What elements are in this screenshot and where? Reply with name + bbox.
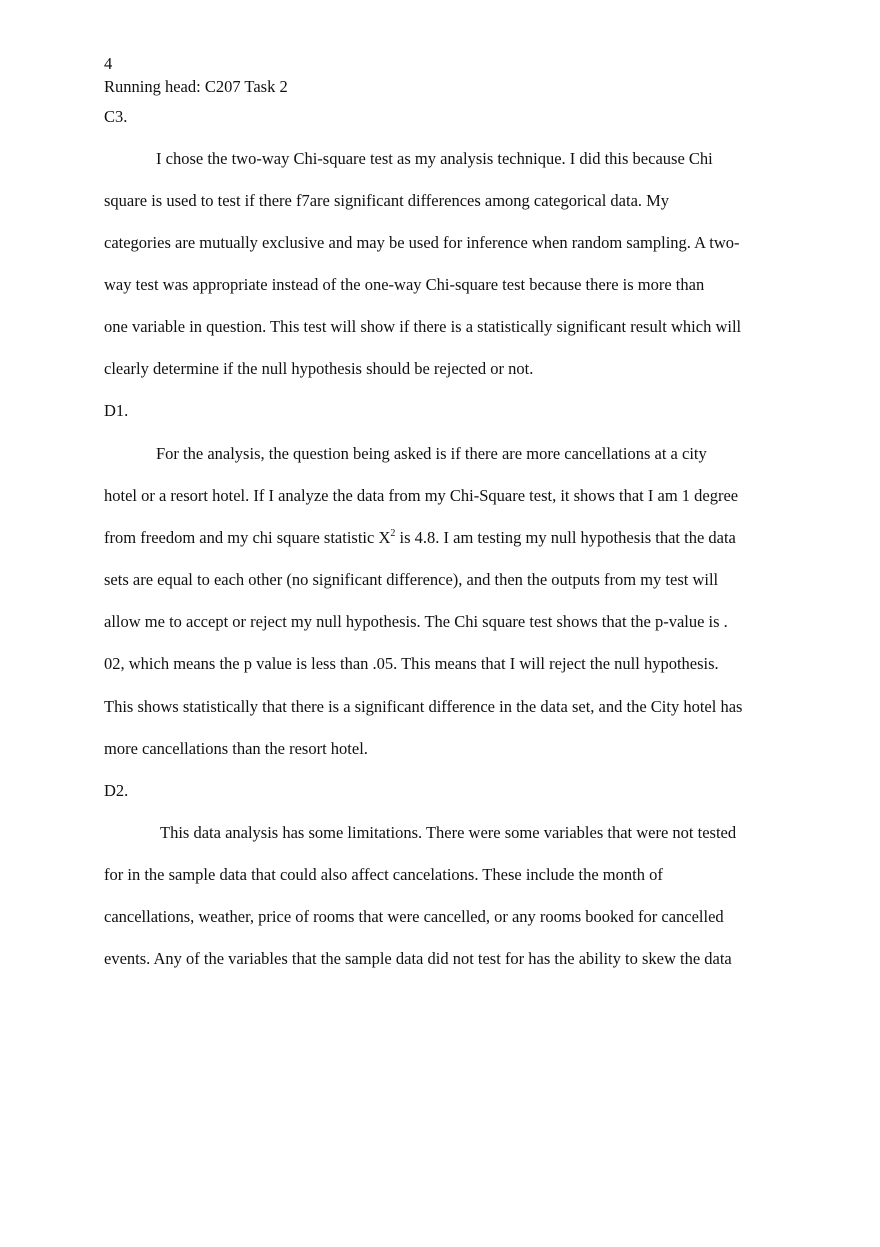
paragraph-line: 02, which means the p value is less than .05. This means that I will reject the null hypothesis. (104, 654, 719, 673)
paragraph-line: events. Any of the variables that the sample data did not test for has the ability to skew the data (104, 949, 732, 968)
page-number: 4 (104, 54, 113, 73)
paragraph-line: allow me to accept or reject my null hypothesis. The Chi square test shows that the p-value is . (104, 612, 728, 631)
paragraph-line (104, 528, 736, 548)
paragraph-line: cancellations, weather, price of rooms that were cancelled, or any rooms booked for cancelled (104, 907, 724, 926)
superscript-two: 2 (390, 527, 396, 539)
section-heading-d2: D2. (104, 781, 129, 800)
paragraph-line: For the analysis, the question being asked is if there are more cancellations at a city (156, 444, 707, 463)
paragraph-line: one variable in question. This test will show if there is a statistically significant result which will (104, 317, 742, 336)
paragraph-line: I chose the two-way Chi-square test as my analysis technique. I did this because Chi (156, 149, 713, 168)
paragraph-line: This data analysis has some limitations. There were some variables that were not tested (160, 823, 737, 842)
running-head: Running head: C207 Task 2 (104, 77, 288, 96)
paragraph-line: categories are mutually exclusive and may be used for inference when random sampling. A two- (104, 233, 740, 252)
paragraph-line: for in the sample data that could also affect cancelations. These include the month of (104, 865, 663, 884)
paragraph-line: more cancellations than the resort hotel. (104, 739, 368, 758)
paragraph-line: clearly determine if the null hypothesis should be rejected or not. (104, 359, 534, 378)
paragraph-line: hotel or a resort hotel. If I analyze the data from my Chi-Square test, it shows that I am 1 degree (104, 486, 739, 505)
paragraph-line: way test was appropriate instead of the one-way Chi-square test because there is more than (104, 275, 705, 294)
paragraph-line: This shows statistically that there is a significant difference in the data set, and the City hotel has (104, 697, 743, 716)
paragraph-line: square is used to test if there f7are significant differences among categorical data. My (104, 191, 670, 210)
section-heading-c3: C3. (104, 107, 128, 126)
paragraph-line: sets are equal to each other (no significant difference), and then the outputs from my test will (104, 570, 719, 589)
chi-square-text: from freedom and my chi square statistic X (104, 528, 391, 547)
chi-square-value-text: is 4.8. I am testing my null hypothesis that the data (395, 528, 736, 547)
section-heading-d1: D1. (104, 401, 129, 420)
